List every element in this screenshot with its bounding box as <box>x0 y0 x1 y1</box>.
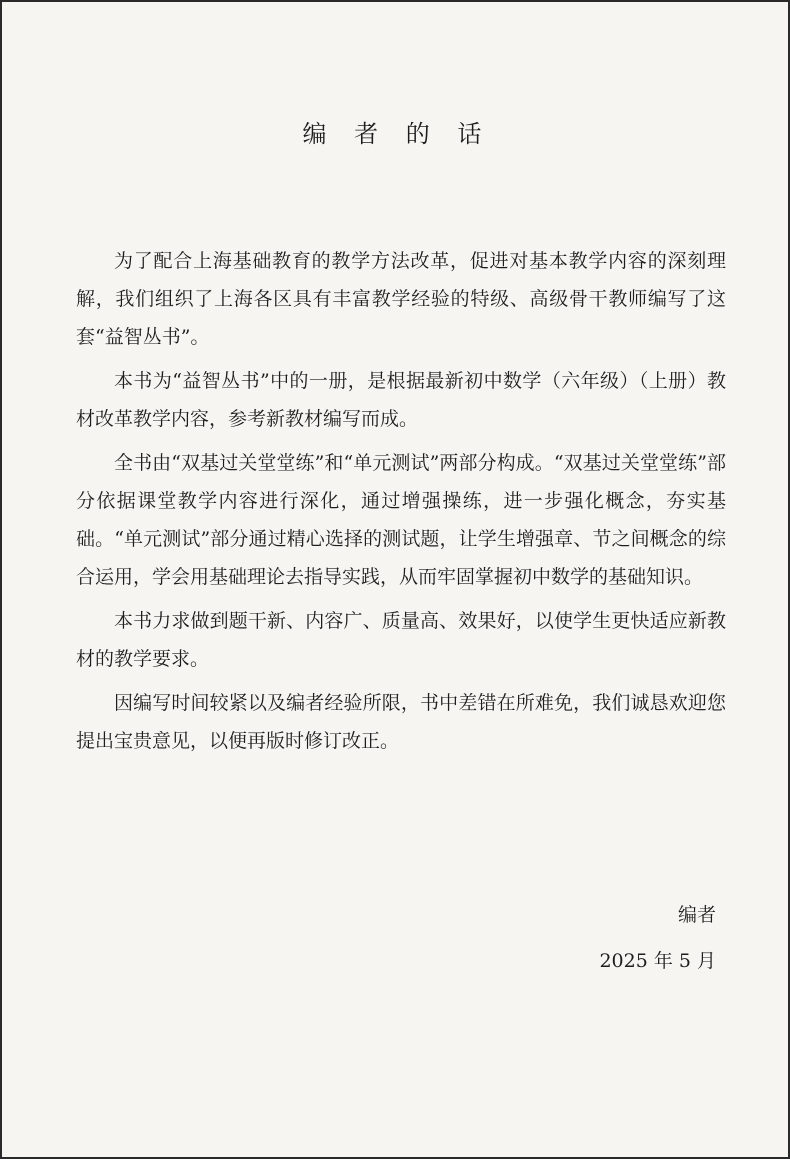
date: 2025 年 5 月 <box>599 950 716 972</box>
preface-body <box>76 242 726 766</box>
paragraph-5: 因编写时间较紧以及编者经验所限，书中差错在所难免，我们诚恳欢迎您提出宝贵意见，以便再版时修订改正。 <box>76 692 726 752</box>
paragraph-2: 本书为“益智丛书”中的一册，是根据最新初中数学（六年级）（上册）教材改革教学内容，参考新教材编写而成。 <box>76 370 726 430</box>
paragraph-3: 全书由“双基过关堂堂练”和“单元测试”两部分构成。“双基过关堂堂练”部分依据课堂教学内容进行深化，通过增强操练，进一步强化概念，夯实基础。“单元测试”部分通过精心选择的测试题，让学生增强章、节之间概念的综合运用，学会用基础理论去指导实践，从而牢固掌握初中数学的基础知识。 <box>76 452 726 588</box>
paragraph-1: 为了配合上海基础教育的教学方法改革，促进对基本教学内容的深刻理解，我们组织了上海各区具有丰富教学经验的特级、高级骨干教师编写了这套“益智丛书”。 <box>76 250 726 348</box>
page-title: 编 者 的 话 <box>302 120 492 148</box>
signature: 编者 <box>677 904 716 926</box>
paragraph-4: 本书力求做到题干新、内容广、质量高、效果好，以使学生更快适应新教材的教学要求。 <box>76 610 726 670</box>
